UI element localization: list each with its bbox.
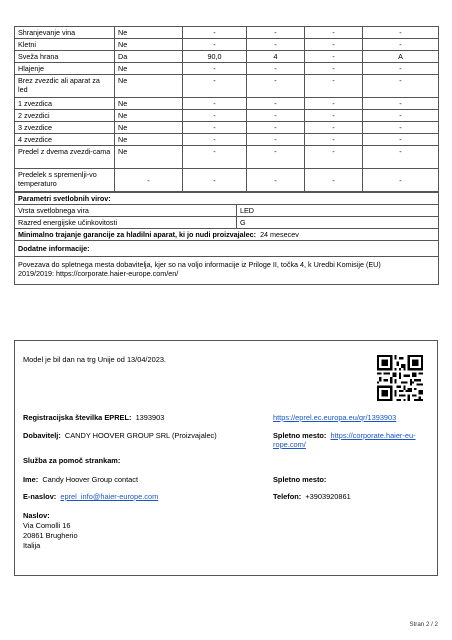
phone-value: +3903920861 [305, 492, 351, 501]
row-cell: Ne [115, 98, 183, 110]
row-cell: - [305, 98, 363, 110]
row-cell: - [247, 169, 305, 192]
row-cell: - [247, 134, 305, 146]
table-row [15, 98, 439, 110]
light-type-value: LED [237, 205, 439, 217]
warranty-row [15, 229, 439, 241]
row-cell: A [363, 51, 439, 63]
contact-name-row [23, 475, 138, 484]
row-cell: - [305, 146, 363, 169]
additional-text-line1: Povezava do spletnega mesta dobavitelja, kjer so na voljo informacije iz Priloge II, točka 4, k Uredbi Komisije (EU) [18, 260, 381, 269]
market-date-text: Model je bil dan na trg Unije od 13/04/2023. [23, 355, 166, 364]
row-cell: - [247, 27, 305, 39]
table-row [15, 146, 439, 169]
email-row [23, 492, 158, 501]
row-cell: Ne [115, 39, 183, 51]
table-row [15, 122, 439, 134]
row-cell: - [363, 122, 439, 134]
row-label: Sveža hrana [15, 51, 115, 63]
row-cell: - [183, 169, 247, 192]
eprel-row [23, 413, 164, 422]
row-cell: - [183, 75, 247, 98]
row-cell: Ne [115, 134, 183, 146]
address-label: Naslov: [23, 511, 50, 520]
compartments-table [14, 26, 439, 192]
row-cell: - [305, 134, 363, 146]
row-cell: - [247, 39, 305, 51]
contact-name-value: Candy Hoover Group contact [42, 475, 139, 484]
row-cell: - [363, 75, 439, 98]
row-label: Hlajenje [15, 63, 115, 75]
light-heading: Parametri svetlobnih virov: [15, 193, 439, 205]
row-cell: - [305, 63, 363, 75]
row-cell: Ne [115, 122, 183, 134]
supplier-label: Dobavitelj: [23, 431, 61, 440]
service-heading: Služba za pomoč strankam: [23, 456, 121, 465]
row-cell: - [247, 122, 305, 134]
row-label: 2 zvezdici [15, 110, 115, 122]
address-line2: 20861 Brugherio [23, 531, 78, 540]
service-website-label: Spletno mesto: [273, 475, 327, 484]
row-cell: - [363, 146, 439, 169]
row-cell: - [305, 39, 363, 51]
supplier-row [23, 431, 217, 440]
row-cell: - [183, 27, 247, 39]
energy-class-label: Razred energijske učinkovitosti [15, 217, 237, 229]
website-label: Spletno mesto: [273, 431, 327, 440]
supplier-value: CANDY HOOVER GROUP SRL (Proizvajalec) [64, 431, 217, 440]
row-label: 1 zvezdica [15, 98, 115, 110]
row-cell: - [363, 27, 439, 39]
table-row [15, 51, 439, 63]
row-cell: - [247, 63, 305, 75]
row-cell: Ne [115, 110, 183, 122]
model-info-box [14, 340, 438, 576]
row-cell: - [183, 39, 247, 51]
row-cell: - [247, 146, 305, 169]
table-row [15, 63, 439, 75]
additional-heading: Dodatne informacije: [15, 241, 439, 257]
row-cell: - [305, 110, 363, 122]
table-row [15, 110, 439, 122]
row-cell: - [305, 51, 363, 63]
address-line3: Italija [23, 541, 41, 550]
warranty-label: Minimalno trajanje garancije za hladilni aparat, ki jo nudi proizvajalec: [18, 230, 257, 239]
row-label: Kletni [15, 39, 115, 51]
table-row [15, 27, 439, 39]
row-cell: - [183, 63, 247, 75]
row-cell: - [247, 110, 305, 122]
table-row [15, 75, 439, 98]
eprel-link[interactable]: https://eprel.ec.europa.eu/qr/1393903 [273, 413, 397, 422]
row-cell: Ne [115, 75, 183, 98]
contact-name-label: Ime: [23, 475, 39, 484]
website-link-cont[interactable]: rope.com/ [273, 440, 306, 449]
row-cell: - [183, 134, 247, 146]
row-label: Brez zvezdic ali aparat za led [15, 75, 115, 98]
row-label: 4 zvezdice [15, 134, 115, 146]
row-cell: - [363, 98, 439, 110]
eprel-number: 1393903 [135, 413, 165, 422]
row-cell: - [363, 134, 439, 146]
row-label: Predelek s spremenlji-vo temperaturo [15, 169, 115, 192]
row-label: Predel z dvema zvezdi-cama [15, 146, 115, 169]
additional-text [15, 257, 439, 285]
row-cell: 90,0 [183, 51, 247, 63]
website-link[interactable]: https://corporate.haier-eu- [330, 431, 416, 440]
row-cell: - [305, 75, 363, 98]
row-label: 3 zvezdice [15, 122, 115, 134]
table-row [15, 39, 439, 51]
additional-text-line2: 2019/2019: https://corporate.haier-europe.com/en/ [18, 269, 179, 278]
light-source-table [14, 192, 439, 285]
row-cell: - [115, 169, 183, 192]
row-cell: - [363, 169, 439, 192]
row-cell: - [363, 110, 439, 122]
row-cell: 4 [247, 51, 305, 63]
phone-label: Telefon: [273, 492, 302, 501]
row-cell: - [305, 169, 363, 192]
table-row [15, 169, 439, 192]
row-cell: - [183, 98, 247, 110]
page-number: Stran 2 / 2 [409, 621, 438, 628]
website-row [273, 431, 416, 440]
row-cell: - [247, 98, 305, 110]
light-type-label: Vrsta svetlobnega vira [15, 205, 237, 217]
row-cell: - [183, 146, 247, 169]
table-row [15, 134, 439, 146]
address-line1: Via Comolli 16 [23, 521, 71, 530]
row-cell: Ne [115, 27, 183, 39]
document-table-area [14, 26, 438, 285]
eprel-label: Registracijska številka EPREL: [23, 413, 132, 422]
energy-class-value: G [237, 217, 439, 229]
row-cell: - [183, 110, 247, 122]
row-cell: - [183, 122, 247, 134]
row-cell: Da [115, 51, 183, 63]
email-label: E-naslov: [23, 492, 57, 501]
row-cell: - [305, 27, 363, 39]
phone-row [273, 492, 351, 501]
row-label: Shranjevanje vina [15, 27, 115, 39]
row-cell: - [363, 39, 439, 51]
row-cell: Ne [115, 146, 183, 169]
row-cell: - [363, 63, 439, 75]
warranty-value: 24 mesecev [260, 230, 299, 239]
row-cell: Ne [115, 63, 183, 75]
qr-code-icon [377, 355, 423, 401]
row-cell: - [247, 75, 305, 98]
row-cell: - [305, 122, 363, 134]
email-link[interactable]: eprel_info@haier-europe.com [60, 492, 159, 501]
